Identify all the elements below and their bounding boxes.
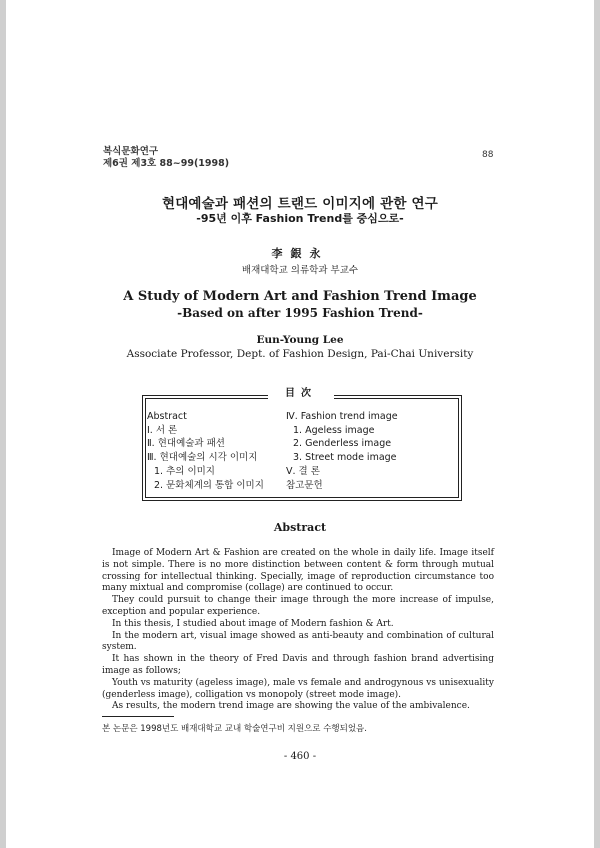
toc-item: 1. 추의 이미지 xyxy=(154,465,215,477)
journal-info xyxy=(103,146,229,170)
journal-name: 복식문화연구 xyxy=(103,146,159,157)
korean-subtitle: -95년 이후 Fashion Trend를 중심으로- xyxy=(196,212,404,225)
english-title: A Study of Modern Art and Fashion Trend Image xyxy=(123,289,477,304)
scan-border-left xyxy=(0,0,6,848)
abstract-paragraph: In the modern art, visual image showed as anti-beauty and combination of cultural system. xyxy=(102,630,494,653)
abstract-body xyxy=(102,548,494,713)
toc-item: 2. 문화체계의 통합 이미지 xyxy=(154,479,264,491)
abstract-heading: Abstract xyxy=(273,521,327,534)
footnote: 본 논문은 1998년도 배재대학교 교내 학술연구비 지원으로 수행되었음. xyxy=(102,724,367,734)
english-affiliation: Associate Professor, Dept. of Fashion Design, Pai-Chai University xyxy=(126,348,474,360)
footnote-divider xyxy=(102,716,174,717)
abstract-paragraph: They could pursuit to change their image through the more increase of impulse, exception and popular experience. xyxy=(102,595,494,617)
toc-item: 2. Genderless image xyxy=(293,438,392,450)
toc-item: Ⅱ. 현대예술과 패션 xyxy=(147,438,225,450)
toc-item: Ⅳ. Fashion trend image xyxy=(286,411,398,422)
toc-right-column xyxy=(286,410,398,492)
english-subtitle: -Based on after 1995 Fashion Trend- xyxy=(177,306,423,320)
page-number: - 460 - xyxy=(283,751,317,762)
korean-affiliation: 배재대학교 의류학과 부교수 xyxy=(241,265,359,276)
toc-item: Ⅲ. 현대예술의 시각 이미지 xyxy=(147,452,258,464)
scan-border-right xyxy=(594,0,600,848)
toc-item: 참고문헌 xyxy=(286,479,323,491)
abstract-paragraph: In this thesis, I studied about image of Modern fashion & Art. xyxy=(112,618,394,629)
toc-left-column xyxy=(147,410,264,492)
abstract-paragraph: It has shown in the theory of Fred Davis and through fashion brand advertising image as follows; xyxy=(102,654,494,676)
korean-author: 李銀永 xyxy=(271,247,329,260)
toc-item: Ⅴ. 결 론 xyxy=(286,465,320,477)
journal-page-number: 88 xyxy=(482,150,494,160)
toc-heading: 目次 xyxy=(268,387,334,401)
english-author: Eun-Young Lee xyxy=(256,334,344,346)
toc-item: Abstract xyxy=(147,411,187,422)
toc-item: 3. Street mode image xyxy=(293,452,397,464)
korean-title: 현대예술과 패션의 트랜드 이미지에 관한 연구 xyxy=(161,196,439,212)
toc-item: 1. Ageless image xyxy=(293,424,375,436)
volume-info: 제6권 제3호 88~99(1998) xyxy=(103,158,230,169)
abstract-paragraph: Youth vs maturity (ageless image), male vs female and androgynous vs unisexuality (genderless image), colligation vs monopoly (street mode image). xyxy=(102,677,494,700)
abstract-paragraph: As results, the modern trend image are showing the value of the ambivalence. xyxy=(112,701,470,712)
abstract-paragraph: Image of Modern Art & Fashion are created on the whole in daily life. Image itself is not simple. There is no more distinction between content & form through mutual crossing for intellectual thinking. Specially, image of reproduction circumstance too many mixtual and compromise (collage) are continued to occur. xyxy=(102,548,494,594)
toc-item: I. 서 론 xyxy=(147,424,178,436)
